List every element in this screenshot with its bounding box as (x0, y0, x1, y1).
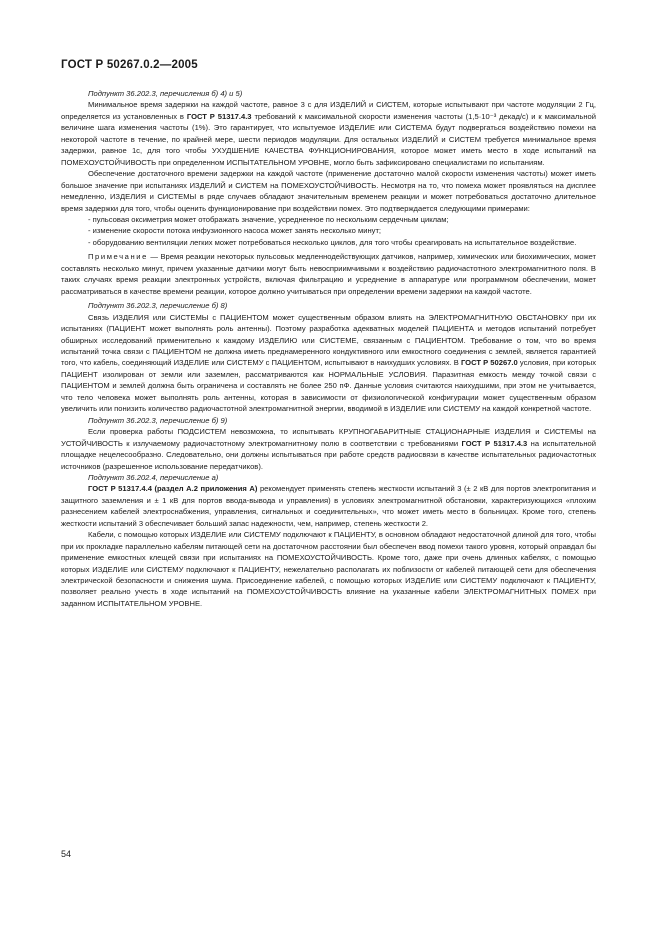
subclause-heading: Подпункт 36.202.4, перечисление а) (88, 472, 219, 482)
paragraph: Обеспечение достаточного времени задержки на каждой частоте (применение достаточно малой скорости изменения частоты) может иметь большое значение при испытаниях ИЗДЕЛИЙ и СИСТЕМ на ПОМЕХОУСТОЙЧИВОСТЬ. Несмотря на то, что помеха может проявляться на дисплее немедленно, ИЗДЕЛИЯ и СИСТЕМЫ в ряде случаев обладают значительным временем реакции и может потребоваться достаточно длительное время задержки для того, чтобы оценить функционирование при воздействии помех. Это подтверждается следующими примерами: (61, 169, 596, 213)
document-header: ГОСТ Р 50267.0.2—2005 (61, 59, 198, 71)
subclause-heading: Подпункт 36.202.3, перечисления б) 4) и 5) (88, 89, 243, 98)
paragraph-text: на испытательной площадке нецелесообразно. Следовательно, они должны испытываться при работе средств радиосвязи в качестве испытательных радиочастотных источников (разрешенное использование передатчиков). (61, 438, 596, 471)
paragraph-text: Минимальное время задержки на каждой частоте, равное 3 с для ИЗДЕЛИЙ и СИСТЕМ, которые испытывают при частоте модуляции 2 Гц, определяется из установленных в (61, 100, 596, 121)
paragraph-text: рекомендует применять степень жесткости испытаний 3 (± 2 кВ для портов электропитания и защитного заземления и ± 1 кВ для портов ввода-вывода и управления) в условиях электромагнитной обстановки, характеризующихся «плохим разнесением кабелей электроснабжения, управления, сигнальных и соединительных», что может иметь место в больницах. Кроме того, степень жесткости испытаний 3 обеспечивает больший запас надежности, чем, например, степень жесткости 2. (61, 484, 596, 528)
standard-reference: ГОСТ Р 51317.4.3 (461, 438, 528, 448)
page-number: 54 (61, 849, 72, 859)
list-item: - оборудованию вентиляции легких может потребоваться несколько циклов, для того чтобы среагировать на испытательное воздействие. (88, 237, 577, 247)
standard-reference: ГОСТ Р 50267.0 (460, 358, 518, 368)
note (61, 251, 596, 297)
paragraph-text: Связь ИЗДЕЛИЯ или СИСТЕМЫ с ПАЦИЕНТОМ может существенным образом влиять на ЭЛЕКТРОМАГНИТНУЮ ОБСТАНОВКУ при их испытаниях (ПАЦИЕНТ может выполнять роль антенны). Поэтому разработка адекватных моделей ПАЦИЕНТА и методов испытаний потребует обширных исследований применительно к каждому ИЗДЕЛИЮ или СИСТЕМЕ, связанным с ПАЦИЕНТОМ. Требование о том, что во время испытаний точка связи с ПАЦИЕНТОМ не должна иметь преднамеренного кондуктивного или емкостного соединения с землей, является гарантией того, что кабель, соединяющий ИЗДЕЛИЕ или СИСТЕМУ с ПАЦИЕНТОМ, испытывают в наихудших условиях. В (61, 312, 596, 368)
paragraph (61, 99, 596, 168)
standard-reference: ГОСТ Р 51317.4.3 (186, 111, 252, 121)
list-item: - пульсовая оксиметрия может отображать значение, усредненное по нескольким сердечным циклам; (88, 214, 449, 224)
paragraph (61, 426, 596, 472)
note-label: Примечание (88, 252, 148, 262)
subclause-heading: Подпункт 36.202.3, перечисление б) 9) (88, 415, 228, 425)
list-item: - изменение скорости потока инфузионного насоса может занять несколько минут; (88, 226, 382, 236)
paragraph: Кабели, с помощью которых ИЗДЕЛИЕ или СИСТЕМУ подключают к ПАЦИЕНТУ, в основном обладают недостаточной длиной для того, чтобы при их прокладке параллельно кабелям питающей сети на достаточном расстоянии был обеспечен ввод помехи такого уровня, который оправдал бы применение емкостных клещей связи при испытаниях на ПОМЕХОУСТОЙЧИВОСТЬ. Кроме того, даже при очень длинных кабелях, с помощью которых ИЗДЕЛИЕ или СИСТЕМУ подключают к ПАЦИЕНТУ, нежелательно располагать их поблизости от кабелей питающей сети для обеспечения электрической безопасности и снижения шума. Присоединение кабелей, с помощью которых ИЗДЕЛИЕ или СИСТЕМУ подключают к ПАЦИЕНТУ, позволяет реально учесть в ходе испытаний на ПОМЕХОУСТОЙЧИВОСТЬ влияние на указанные кабели ЭЛЕКТРОМАГНИТНЫХ ПОМЕХ при заданном ИСПЫТАТЕЛЬНОМ УРОВНЕ. (61, 530, 596, 608)
paragraph-text: условия, при которых ПАЦИЕНТ изолирован от земли или заземлен, рассматриваются как НОРМАЛЬНЫЕ УСЛОВИЯ. Паразитная емкость между точкой связи с ПАЦИЕНТОМ и землей должна быть ограничена и составлять не более 250 пФ. Данные условия считаются наихудшими, при этом не учитывается, что тело человека может выполнять роль антенны, которая в зависимости от физиологической конфигурации может существенным образом увеличить или понизить количество радиочастотной электромагнитной энергии, вводимой в ИЗДЕЛИЕ или СИСТЕМУ на каждой конкретной частоте. (61, 358, 596, 414)
paragraph-text: требований к максимальной скорости изменения частоты (1,5·10⁻³ декад/с) и к максимальной величине шага изменения частоты (1%). Это гарантирует, что испытуемое ИЗДЕЛИЕ или СИСТЕМА будут подвергаться воздействию помехи на некоторой частоте в течение, по крайней мере, шести периодов модуляции. Для остальных ИЗДЕЛИЙ и СИСТЕМ требуется минимальное время задержки, равное 1с, для того чтобы УХУДШЕНИЕ КАЧЕСТВА ФУНКЦИОНИРОВАНИЯ, которое может иметь место в ходе испытаний на ПОМЕХОУСТОЙЧИВОСТЬ при определенном ИСПЫТАТЕЛЬНОМ УРОВНЕ, могло быть зафиксировано специалистами по испытаниям. (61, 111, 596, 167)
document-body (61, 88, 596, 609)
paragraph (61, 483, 596, 529)
standard-reference: ГОСТ Р 51317.4.4 (раздел А.2 приложения А) (88, 484, 258, 494)
paragraph-text: Если проверка работы ПОДСИСТЕМ невозможна, то испытывать КРУПНОГАБАРИТНЫЕ СТАЦИОНАРНЫЕ ИЗДЕЛИЯ и СИСТЕМЫ на УСТОЙЧИВОСТЬ к излучаемому радиочастотному электромагнитному полю в соответствии с требованиями (61, 427, 596, 448)
paragraph (61, 312, 596, 415)
note-text: — Время реакции некоторых пульсовых медленнодействующих датчиков, например, химических или биохимических, может составлять несколько минут, причем указанные датчики могут быть невосприимчивыми к воздействию радиочастотного электромагнитного поля. В таких случаях время реакции электронных устройств, включая фильтрацию и усреднение в аппаратуре или программном обеспечении, может рассматриваться в качестве времени реакции, которое должно учитываться при определении времени задержки на каждой частоте. (61, 252, 596, 296)
subclause-heading: Подпункт 36.202.3, перечисление б) 8) (88, 301, 228, 311)
